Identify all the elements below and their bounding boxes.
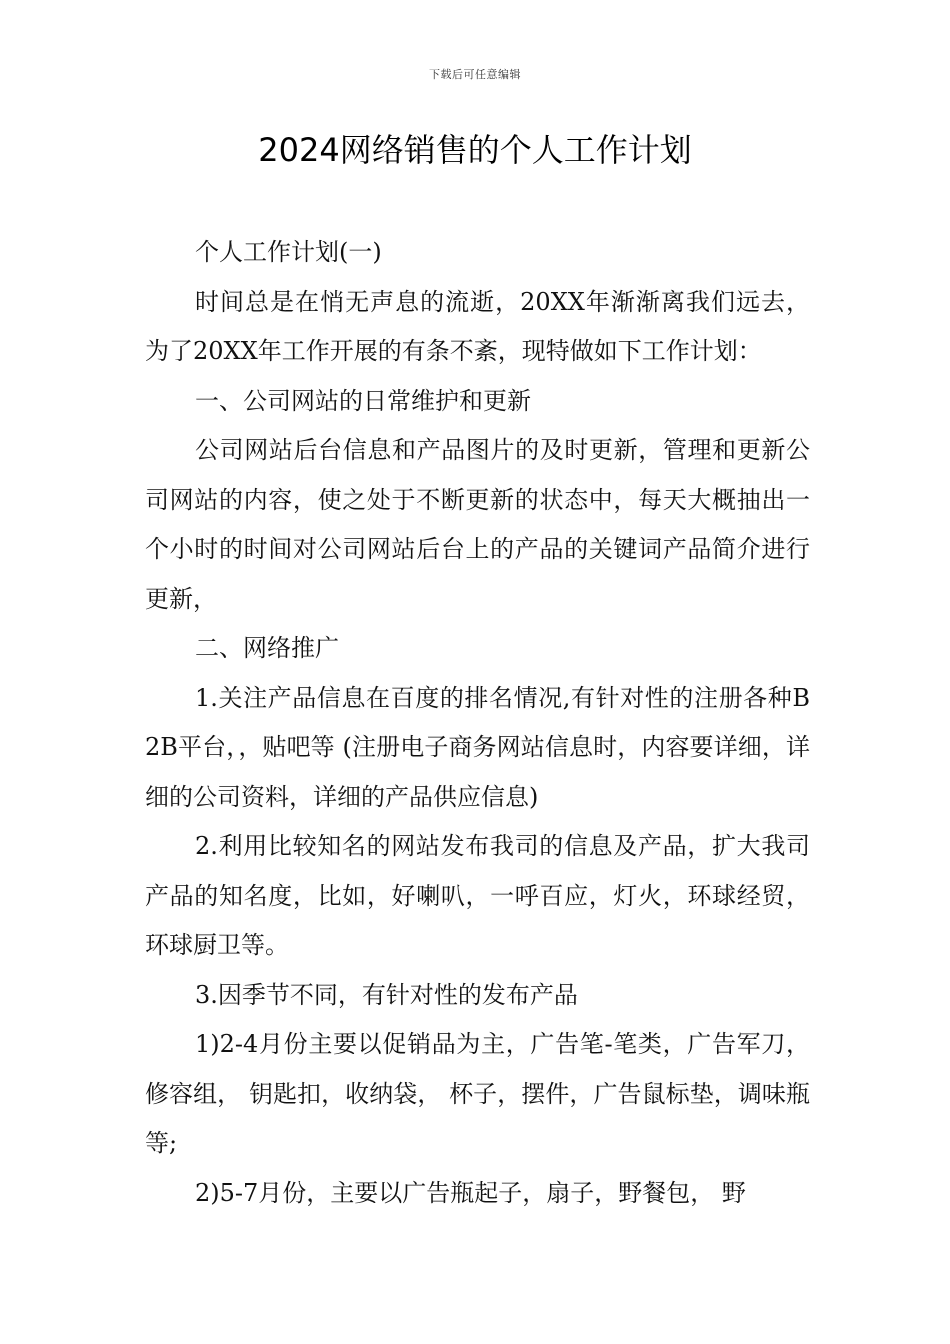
website-maintenance-paragraph: 公司网站后台信息和产品图片的及时更新，管理和更新公司网站的内容，使之处于不断更新的状态中，每天大概抽出一个小时的时间对公司网站后台上的产品的关键词产品简介进行更新， <box>145 436 810 613</box>
seasonal-item-2: 2)5-7月份，主要以广告瓶起子，扇子，野餐包， 野 <box>195 1178 746 1207</box>
promotion-item-2: 2.利用比较知名的网站发布我司的信息及产品，扩大我司产品的知名度，比如，好喇叭，一呼百应，灯火，环球经贸，环球厨卫等。 <box>145 832 810 959</box>
header-note: 下载后可任意编辑 <box>429 68 521 81</box>
document-body <box>145 228 810 1218</box>
intro-paragraph: 时间总是在悄无声息的流逝，20XX年渐渐离我们远去，为了20XX年工作开展的有条不紊，现特做如下工作计划： <box>145 287 810 365</box>
promotion-item-3: 3.因季节不同，有针对性的发布产品 <box>195 980 578 1009</box>
seasonal-item-1: 1)2-4月份主要以促销品为主，广告笔-笔类，广告军刀， 修容组， 钥匙扣，收纳袋， 杯子，摆件，广告鼠标垫，调味瓶等; <box>145 1030 810 1157</box>
section-heading-plan-one: 个人工作计划(一) <box>195 238 382 266</box>
section-heading-website-maintenance: 一、公司网站的日常维护和更新 <box>195 386 531 415</box>
section-heading-online-promotion: 二、网络推广 <box>195 634 339 662</box>
promotion-item-1: 1.关注产品信息在百度的排名情况,有针对性的注册各种B2B平台，，贴吧等 (注册电子商务网站信息时，内容要详细，详细的公司资料，详细的产品供应信息) <box>145 683 810 811</box>
document-title: 2024网络销售的个人工作计划 <box>258 131 692 169</box>
